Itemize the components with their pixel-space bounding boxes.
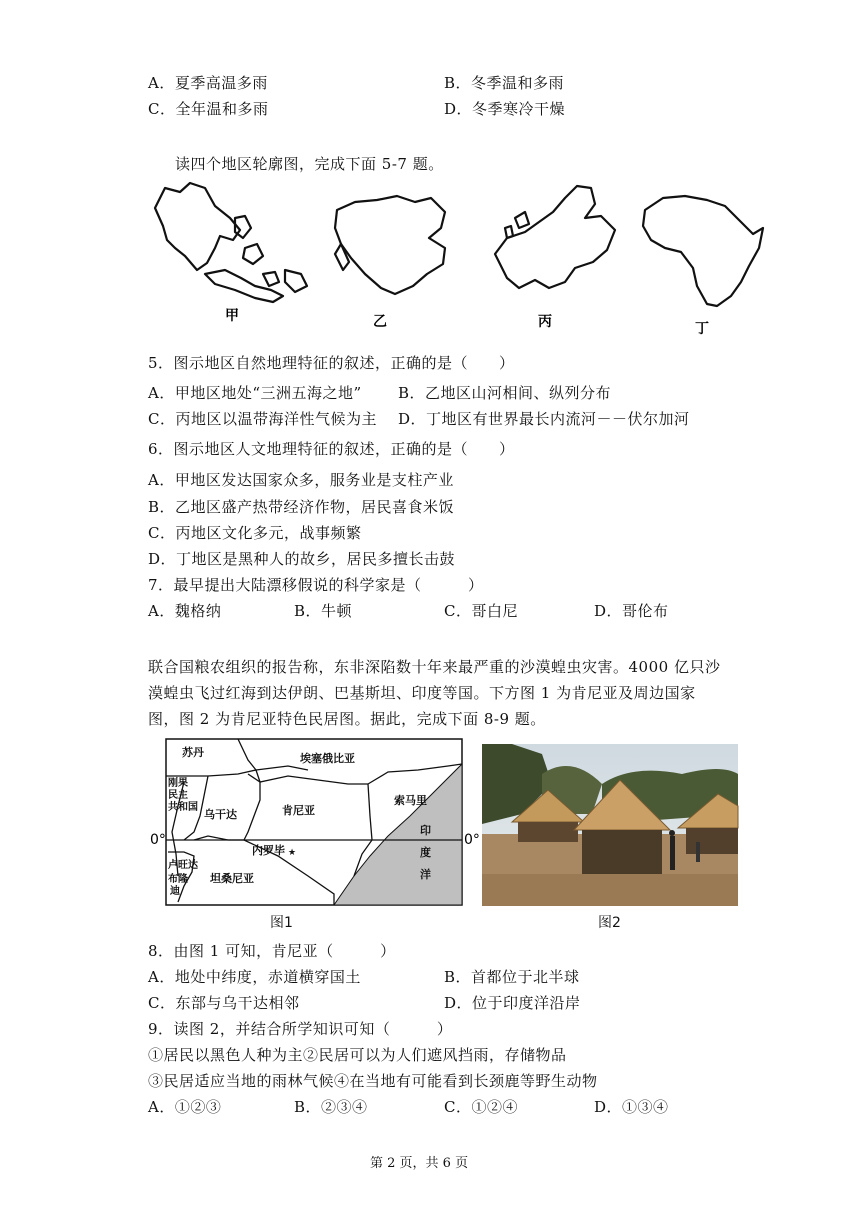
prev-option-d: D．冬季寒冷干燥 [444,100,566,118]
outline-label-yi: 乙 [373,314,387,330]
label-drc-1: 刚果 [168,778,188,789]
q8-option-c: C．东部与乌干达相邻 [148,994,300,1012]
q7-stem: 7．最早提出大陆漂移假说的科学家是（ ） [148,576,484,594]
label-ethiopia: 埃塞俄比亚 [300,752,355,765]
label-drc-2: 民主 [168,790,188,801]
label-tanzania: 坦桑尼亚 [210,872,254,885]
equator-label-right: 0° [464,832,480,848]
equator-label-left: 0° [150,832,166,848]
label-ocean-3: 洋 [420,868,431,881]
outline-ding [643,196,763,306]
q6-stem: 6．图示地区人文地理特征的叙述，正确的是（ ） [148,440,515,458]
q8-option-d: D．位于印度洋沿岸 [444,994,581,1012]
q7-option-d: D．哥伦布 [594,602,669,620]
q6-option-b: B．乙地区盛产热带经济作物，居民喜食米饭 [148,498,455,516]
q9-option-d: D．①③④ [594,1098,669,1116]
outline-label-jia: 甲 [225,308,239,324]
label-burundi-2: 迪 [170,886,180,897]
kenya-map [148,736,478,916]
outline-label-bing: 丙 [538,314,552,330]
q8-stem: 8．由图 1 可知，肯尼亚（ ） [148,942,396,960]
region-outline-figure [145,178,775,338]
q5-option-c: C．丙地区以温带海洋性气候为主 [148,410,377,428]
passage-line-3: 图，图 2 为肯尼亚特色民居图。据此，完成下面 8-9 题。 [148,710,546,728]
fig2-caption: 图2 [598,915,621,931]
q5-option-b: B．乙地区山河相间、纵列分布 [398,384,612,402]
label-uganda: 乌干达 [204,808,237,821]
label-ocean-1: 印 [420,824,431,837]
q6-option-d: D．丁地区是黑种人的故乡，居民多擅长击鼓 [148,550,456,568]
label-ocean-2: 度 [420,846,431,859]
q9-stem: 9．读图 2，并结合所学知识可知（ ） [148,1020,453,1038]
q9-option-b: B．②③④ [294,1098,368,1116]
label-rwanda: 卢旺达 [168,860,198,871]
q9-option-a: A．①②③ [148,1098,222,1116]
outline-jia [155,183,240,270]
label-sudan: 苏丹 [182,746,204,759]
q9-statement-2: ③民居适应当地的雨林气候④在当地有可能看到长颈鹿等野生动物 [148,1072,598,1090]
label-somalia: 索马里 [394,794,427,807]
passage-line-2: 漠蝗虫飞过红海到达伊朗、巴基斯坦、印度等国。下方图 1 为肯尼亚及周边国家 [148,684,696,702]
q5-option-a: A．甲地区地处“三洲五海之地” [148,384,362,402]
label-kenya: 肯尼亚 [282,804,315,817]
q6-option-a: A．甲地区发达国家众多，服务业是支柱产业 [148,471,454,489]
page-footer: 第 2 页，共 6 页 [370,1156,469,1171]
q8-option-a: A．地处中纬度，赤道横穿国土 [148,968,361,986]
fig1-caption: 图1 [270,915,293,931]
q7-option-a: A．魏格纳 [148,602,222,620]
label-burundi-1: 布隆 [168,874,188,885]
q5-option-d: D．丁地区有世界最长内流河－－伏尔加河 [398,410,690,428]
outline-yi [335,196,445,294]
q7-option-c: C．哥白尼 [444,602,518,620]
q8-option-b: B．首都位于北半球 [444,968,580,986]
label-drc-3: 共和国 [168,802,198,813]
q9-option-c: C．①②④ [444,1098,518,1116]
prev-option-b: B．冬季温和多雨 [444,74,565,92]
passage-line-1: 联合国粮农组织的报告称，东非深陷数十年来最严重的沙漠蝗虫灾害。4000 亿只沙 [148,658,721,676]
prev-option-c: C．全年温和多雨 [148,100,269,118]
q9-statement-1: ①居民以黑色人种为主②民居可以为人们遮风挡雨，存储物品 [148,1046,567,1064]
capital-star-icon: ★ [288,848,297,858]
outline-label-ding: 丁 [695,321,709,337]
q7-option-b: B．牛顿 [294,602,353,620]
intro-5-7: 读四个地区轮廓图，完成下面 5-7 题。 [175,155,444,173]
label-nairobi: 内罗毕 [252,844,285,857]
kenya-dwelling-photo [482,744,738,906]
prev-option-a: A．夏季高温多雨 [148,74,268,92]
q5-stem: 5．图示地区自然地理特征的叙述，正确的是（ ） [148,354,515,372]
q6-option-c: C．丙地区文化多元，战事频繁 [148,524,362,542]
